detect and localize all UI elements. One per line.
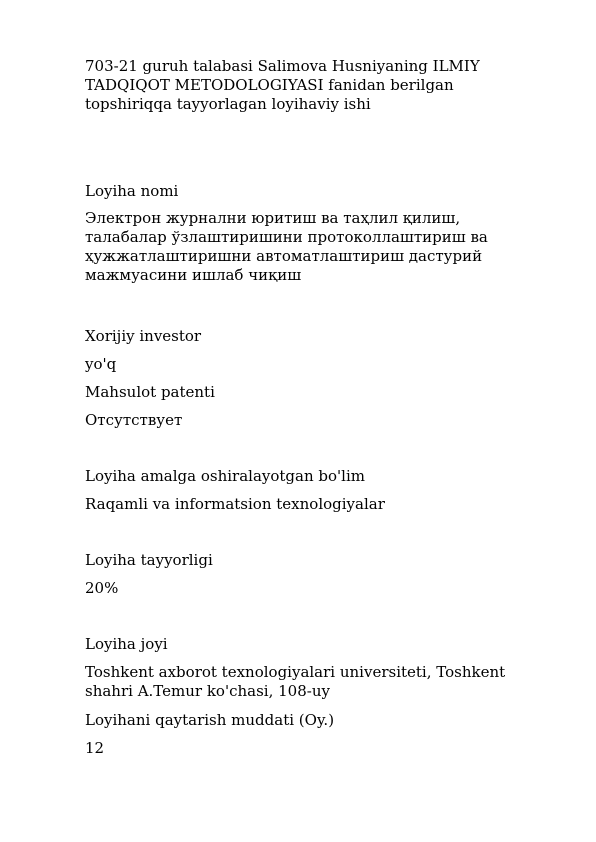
- location-label: Loyiha joyi: [85, 635, 168, 653]
- readiness-value: 20%: [85, 579, 119, 597]
- department-value: Raqamli va informatsion texnologiyalar: [85, 495, 385, 513]
- location-value: Toshkent axborot texnologiyalari universiteti, Toshkent shahri A.Temur ko'chasi, 108-uy: [85, 663, 506, 700]
- readiness-label: Loyiha tayyorligi: [85, 551, 213, 569]
- foreign-investor-label: Xorijiy investor: [85, 327, 202, 345]
- department-label: Loyiha amalga oshiralayotgan bo'lim: [85, 467, 365, 485]
- patent-value: Отсутствует: [85, 411, 183, 429]
- payback-value: 12: [85, 739, 105, 757]
- document-header: 703-21 guruh talabasi Salimova Husniyaning ILMIY TADQIQOT METODOLOGIYASI fanidan berilgan topshiriqqa tayyorlagan loyihaviy ishi: [85, 57, 480, 113]
- project-name-label: Loyiha nomi: [85, 182, 179, 200]
- foreign-investor-value: yo'q: [85, 355, 117, 373]
- project-name-value: Электрон журнални юритиш ва таҳлил қилиш, талабалар ўзлаштиришини протоколлаштириш ва ҳужжатлаштиришни автоматлаштириш дастурий мажмуасини ишлаб чиқиш: [85, 209, 488, 284]
- patent-label: Mahsulot patenti: [85, 383, 215, 401]
- payback-label: Loyihani qaytarish muddati (Oy.): [85, 711, 335, 729]
